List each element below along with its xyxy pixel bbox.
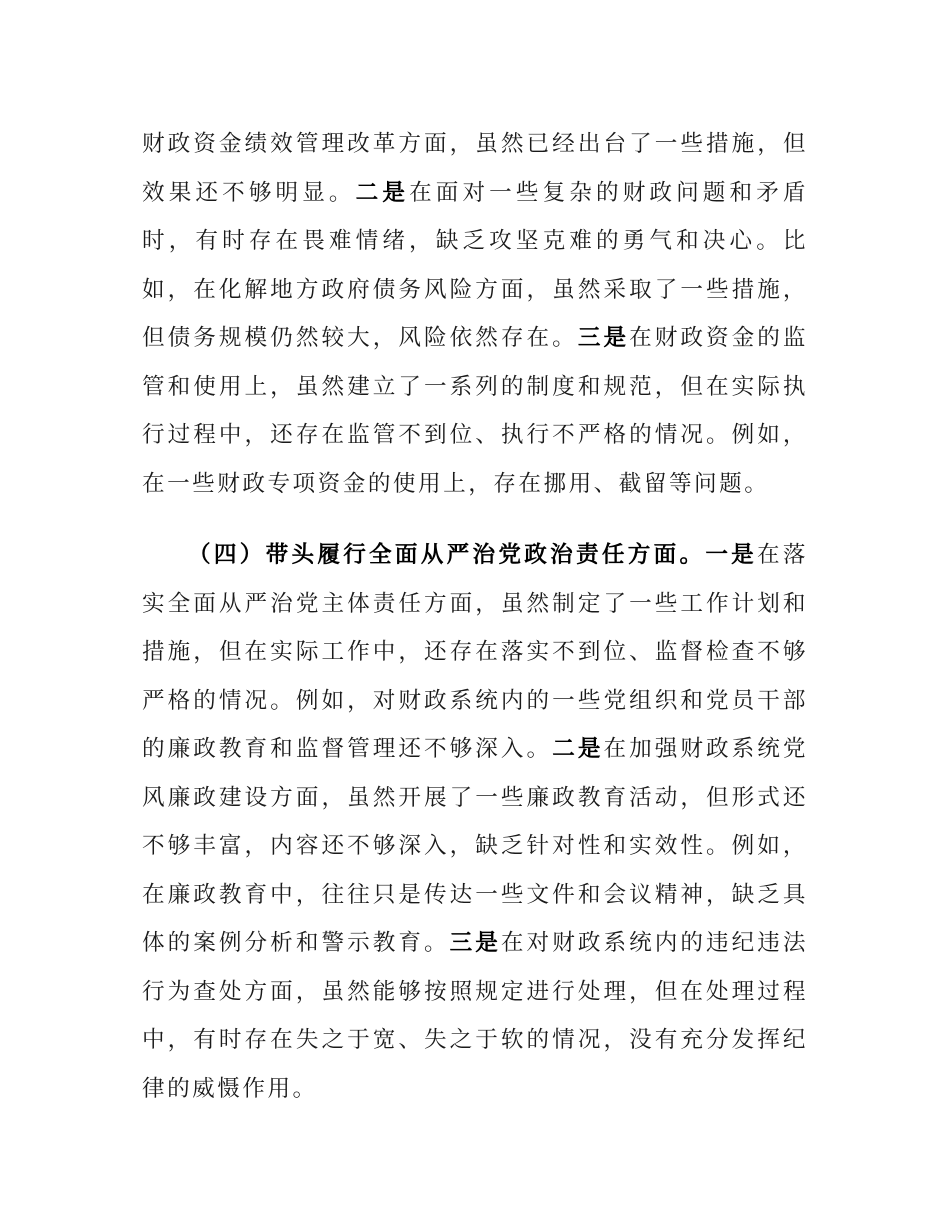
text-segment: 在落实全面从严治党主体责任方面，虽然制定了一些工作计划和措施，但在实际工作中，还存在落实不到位、监督检查不够严格的情况。例如，对财政系统内的一些党组织和党员干部的廉政教育和监督管理还不够深入。	[142, 542, 809, 762]
paragraph-fiscal-issues	[142, 120, 808, 508]
text-segment: 财政资金绩效管理改革方面，虽然已经出台了一些措施，但效果还不够明显。	[142, 131, 808, 206]
point-marker-three: 三是	[577, 325, 630, 351]
text-segment: 在财政资金的监管和使用上，虽然建立了一系列的制度和规范，但在实际执行过程中，还存在监管不到位、执行不严格的情况。例如，在一些财政专项资金的使用上，存在挪用、截留等问题。	[142, 325, 809, 497]
section-heading: （四）带头履行全面从严治党政治责任方面。	[188, 542, 706, 568]
point-marker-one: 一是	[705, 542, 758, 568]
point-marker-three: 三是	[449, 930, 501, 956]
point-marker-two: 二是	[552, 736, 604, 762]
text-segment: 在对财政系统内的违纪违法行为查处方面，虽然能够按照规定进行处理，但在处理过程中，有时存在失之于宽、失之于软的情况，没有充分发挥纪律的威慑作用。	[142, 930, 809, 1102]
point-marker-two: 二是	[355, 179, 410, 206]
paragraph-party-governance	[142, 531, 808, 1113]
text-segment: 在加强财政系统党风廉政建设方面，虽然开展了一些廉政教育活动，但形式还不够丰富，内容还不够深入，缺乏针对性和实效性。例如，在廉政教育中，往往只是传达一些文件和会议精神，缺乏具体的案例分析和警示教育。	[142, 736, 809, 956]
text-segment: 在面对一些复杂的财政问题和矛盾时，有时存在畏难情绪，缺乏攻坚克难的勇气和决心。比如，在化解地方政府债务风险方面，虽然采取了一些措施，但债务规模仍然较大，风险依然存在。	[142, 179, 809, 351]
